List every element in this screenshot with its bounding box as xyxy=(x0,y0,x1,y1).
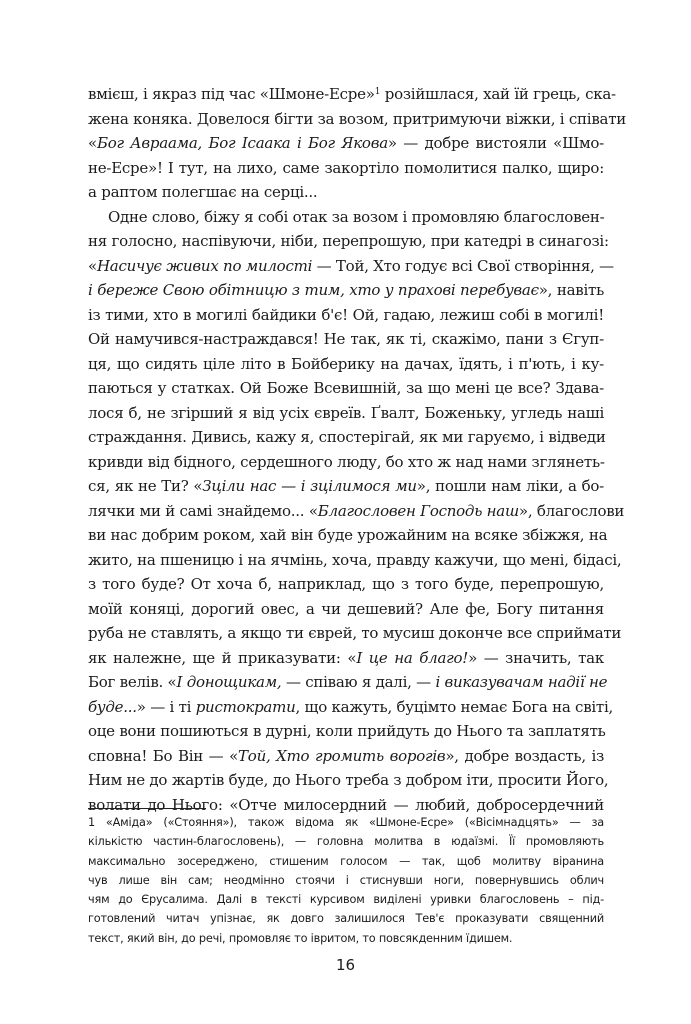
footnote-line: максимально зосереджено, стишеним голосом — так, щоб молитву віранина xyxy=(88,854,604,868)
text-segment: сповна! Бо Він — « xyxy=(88,746,239,765)
text-line xyxy=(88,278,604,303)
footnote-ref: 1 xyxy=(374,87,381,97)
text-segment: моїй коняці, дорогий овес, а чи дешевий? Але фе, Богу питання xyxy=(88,599,604,618)
text-segment: » — добре вистояли «Шмо- xyxy=(387,134,604,152)
text-line xyxy=(88,376,604,401)
text-line xyxy=(88,523,608,548)
text-line xyxy=(88,327,604,352)
text-line xyxy=(88,670,608,695)
italic-quote: Зціли нас — і зцілимося ми xyxy=(202,477,417,495)
footnote-line: 1 «Аміда» («Стояння»), також відома як «Шмоне-Есре» («Вісімнадцять» — за xyxy=(88,816,604,829)
text-segment: , що кажуть, буцімто немає Бога на світі, xyxy=(295,697,614,716)
text-line xyxy=(88,205,604,230)
italic-quote: Насичує живих по милості xyxy=(96,256,313,275)
italic-quote: І це на благо! xyxy=(356,648,469,667)
italic-quote: і виказувачам надії не xyxy=(435,673,608,691)
text-segment: не-Есре»! І тут, на лихо, саме закортіло помолитися палко, щиро: xyxy=(88,158,604,177)
italic-quote: Бог Авраама, Бог Ісаака і Бог Якова xyxy=(96,134,388,152)
footnote-line: кількістю частин-благословень), — головна молитва в юдаїзмі. Її промовляють xyxy=(88,835,604,849)
text-segment: лося б, не згірший я від усіх євреїв. Ґвалт, Боженьку, угледь наші xyxy=(88,403,604,422)
text-segment: лячки ми й самі знайдемо... « xyxy=(88,501,318,520)
text-segment: з того буде? От хоча б, наприклад, що з того буде, перепрошую, xyxy=(88,575,604,593)
text-segment: » — значить, так xyxy=(468,648,604,667)
text-segment: ся, як не Ти? « xyxy=(88,477,203,495)
text-segment: « xyxy=(88,134,97,152)
text-segment: — Той, Хто годує всі Свої створіння, — xyxy=(312,256,614,275)
text-line xyxy=(88,621,622,646)
italic-quote: Благословен Господь наш xyxy=(317,501,519,520)
text-segment: » — і ті xyxy=(136,697,196,716)
text-line xyxy=(88,695,614,720)
text-segment: оце вони пошиються в дурні, коли прийдуть до Нього та заплатять xyxy=(88,722,606,740)
text-segment: вмієш, і якраз під час «Шмоне-Есре» xyxy=(88,85,375,103)
italic-quote: буде... xyxy=(88,697,137,716)
footnote xyxy=(88,813,604,948)
text-segment: », добре воздасть, із xyxy=(445,746,605,765)
footnote-line: чям до Єрусалима. Далі в тексті курсивом виділені уривки благословень – під- xyxy=(88,893,604,907)
text-line xyxy=(88,401,604,426)
main-text xyxy=(88,82,627,817)
text-line xyxy=(88,744,604,769)
text-line xyxy=(88,156,604,181)
text-segment: ця, що сидять ціле літо в Бойберику на дачах, їдять, і п'ють, і ку- xyxy=(88,354,604,373)
text-line xyxy=(88,719,604,744)
italic-quote: і береже Свою обітницю з тим, хто у прахові перебуває xyxy=(88,281,539,299)
footnote-line: чув лише він сам; неодмінно стоячи і стиснувши ноги, повернувшись облич xyxy=(88,873,604,887)
text-segment: », благослови xyxy=(518,501,625,520)
text-segment: », пошли нам ліки, а бо- xyxy=(416,477,604,495)
text-segment: жена коняка. Довелося бігти за возом, притримуючи віжки, і співати xyxy=(88,109,627,128)
text-segment: — співаю я далі, — xyxy=(281,673,436,691)
text-line xyxy=(88,131,604,156)
text-line xyxy=(88,548,622,573)
text-segment: », навіть xyxy=(538,281,604,299)
text-segment: ви нас добрим роком, хай він буде урожайним на всяке збіжжя, на xyxy=(88,526,608,544)
text-segment: кривди від бідного, сердешного люду, бо хто ж над нами зглянеть- xyxy=(88,452,605,471)
text-line xyxy=(88,597,604,622)
text-segment: розійшлася, хай їй грець, ска- xyxy=(380,85,616,103)
text-line xyxy=(88,254,614,279)
text-line xyxy=(88,646,604,671)
footnote-divider xyxy=(88,808,206,809)
text-segment: а раптом полегшає на серці... xyxy=(88,183,318,201)
text-line xyxy=(88,303,604,328)
footnote-line: готовлений читач упізнає, як довго залишилося Тев'є проказувати священний xyxy=(88,912,604,926)
text-line xyxy=(88,768,609,793)
text-segment: із тими, хто в могилі байдики б'є! Ой, гадаю, лежиш собі в могилі! xyxy=(88,305,604,324)
page-number: 16 xyxy=(335,956,356,974)
text-line xyxy=(88,229,609,254)
text-line xyxy=(88,572,604,597)
text-segment: Ним не до жартів буде, до Нього треба з добром іти, просити Його, xyxy=(88,771,609,789)
text-line xyxy=(88,180,604,205)
text-line xyxy=(88,474,604,499)
text-line xyxy=(88,82,616,107)
text-segment: Одне слово, біжу я собі отак за возом і промовляю благословен- xyxy=(108,207,605,226)
text-line xyxy=(88,352,604,377)
italic-quote: ристократи xyxy=(195,697,296,716)
text-segment: страждання. Дивись, кажу я, спостерігай, як ми гаруємо, і відведи xyxy=(88,428,606,446)
text-segment: Ой намучився-настраждався! Не так, як ті, скажімо, пани з Єгуп- xyxy=(88,330,604,348)
text-segment: жито, на пшеницю і на ячмінь, хоча, правду кажучи, що мені, бідасі, xyxy=(88,550,622,569)
text-segment: як належне, ще й приказувати: « xyxy=(88,648,357,667)
text-segment: ня голосно, наспівуючи, ніби, перепрошую, при катедрі в синагозі: xyxy=(88,232,609,250)
text-segment: « xyxy=(88,256,97,275)
italic-quote: Той, Хто громить ворогів xyxy=(238,746,446,765)
text-segment: руба не ставлять, а якщо ти єврей, то мусиш доконче все сприймати xyxy=(88,624,622,642)
text-line xyxy=(88,107,627,132)
footnote-line: текст, який він, до речі, промовляє то івритом, то повсякденним їдишем. xyxy=(88,931,513,945)
text-segment: паються у статках. Ой Боже Всевишній, за що мені це все? Здава- xyxy=(88,379,604,397)
text-line xyxy=(88,425,604,450)
text-segment: волати до Нього: «Отче милосердний — любий, добросердечний xyxy=(88,795,604,814)
text-line xyxy=(88,499,625,524)
italic-quote: І донощикам, xyxy=(176,673,282,691)
text-line xyxy=(88,450,604,475)
text-segment: Бог велів. « xyxy=(88,673,177,691)
